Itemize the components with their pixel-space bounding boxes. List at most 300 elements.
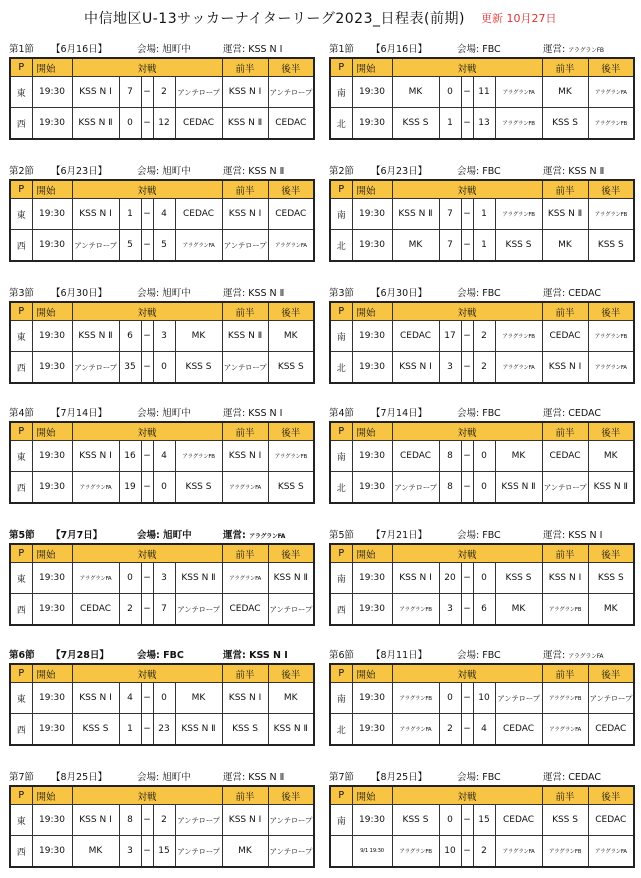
venue [137, 769, 191, 783]
home-team: アラグランFB [392, 836, 439, 868]
start-time: 19:30 [32, 108, 72, 140]
table-row [10, 472, 314, 504]
pitch: 西 [330, 594, 352, 626]
match-date: 【7月28日】 [51, 650, 109, 661]
pitch: 南 [330, 683, 352, 714]
section-label: 第7節 [9, 772, 35, 783]
operator [543, 405, 601, 419]
score-separator: − [141, 563, 153, 594]
section-label: 第6節 [9, 650, 35, 661]
away-team: MK [495, 441, 542, 472]
second-half-referee: アンテロープ [268, 77, 314, 108]
venue-name: FBC [482, 530, 501, 541]
pitch: 北 [330, 108, 352, 140]
start-time: 19:30 [352, 594, 392, 626]
table-row [330, 714, 634, 746]
away-score: 0 [473, 563, 495, 594]
match-block [329, 162, 633, 266]
table-row [330, 683, 634, 714]
table-row [330, 563, 634, 594]
second-half-referee: MK [268, 683, 314, 714]
away-team: アンテロープ [175, 836, 222, 868]
venue-name: FBC [482, 288, 501, 299]
second-half-referee: CEDAC [268, 199, 314, 230]
score-separator: − [141, 321, 153, 352]
score-separator: − [141, 230, 153, 262]
venue-name: 旭町中 [162, 44, 191, 55]
section-label: 第1節 [9, 44, 35, 55]
score-separator: − [141, 352, 153, 384]
second-half-referee: KSS N Ⅱ [268, 563, 314, 594]
table-header-row [330, 302, 634, 321]
venue-name: 旭町中 [162, 408, 191, 419]
score-separator: − [141, 199, 153, 230]
table-row [330, 108, 634, 140]
venue-prefix: 会場: [137, 408, 160, 419]
table-row [330, 472, 634, 504]
first-half-referee: MK [542, 77, 588, 108]
start-time: 19:30 [32, 683, 72, 714]
operator-name: KSS N Ⅱ [248, 288, 285, 299]
match-block [9, 284, 313, 388]
first-half-referee: CEDAC [542, 441, 588, 472]
pitch: 東 [10, 199, 32, 230]
col-second-half: 後半 [588, 664, 634, 683]
second-half-referee: アラグランFA [588, 77, 634, 108]
score-separator: − [461, 321, 473, 352]
pitch: 東 [10, 441, 32, 472]
start-time: 19:30 [32, 199, 72, 230]
match-block [329, 40, 633, 144]
score-separator: − [461, 230, 473, 262]
table-row [330, 594, 634, 626]
operator [543, 285, 601, 299]
match-date: 【8月11日】 [371, 650, 428, 661]
venue [457, 285, 501, 299]
pitch: 北 [330, 472, 352, 504]
table-row [10, 230, 314, 262]
second-half-referee: アラグランFA [268, 230, 314, 262]
home-score: 16 [119, 441, 141, 472]
match-table [329, 785, 635, 868]
away-score: 11 [473, 77, 495, 108]
col-match: 対戦 [392, 58, 542, 77]
home-team: KSS S [392, 108, 439, 140]
home-team: KSS N Ⅱ [72, 108, 119, 140]
second-half-referee: CEDAC [268, 108, 314, 140]
home-team: KSS N Ⅰ [72, 199, 119, 230]
operator-prefix: 運営: [223, 166, 246, 177]
pitch: 南 [330, 321, 352, 352]
match-table [9, 301, 315, 384]
away-team: アラグランFB [495, 199, 542, 230]
col-start: 開始 [352, 664, 392, 683]
col-match: 対戦 [392, 180, 542, 199]
match-date: 【7月21日】 [371, 530, 428, 541]
away-score: 0 [473, 472, 495, 504]
operator-name: KSS N Ⅰ [568, 530, 603, 541]
home-score: 2 [439, 714, 461, 746]
match-date: 【8月25日】 [51, 772, 108, 783]
score-separator: − [141, 77, 153, 108]
venue-prefix: 会場: [457, 530, 480, 541]
match-table [9, 663, 315, 746]
home-score: 5 [119, 230, 141, 262]
match-date: 【6月30日】 [371, 288, 428, 299]
home-score: 3 [119, 836, 141, 868]
match-date: 【8月25日】 [371, 772, 428, 783]
operator-name: KSS N Ⅰ [248, 408, 283, 419]
operator [223, 41, 282, 55]
operator-prefix: 運営: [543, 44, 566, 55]
operator-name: KSS N Ⅱ [248, 166, 285, 177]
venue-prefix: 会場: [137, 166, 160, 177]
col-p: P [330, 422, 352, 441]
away-score: 13 [473, 108, 495, 140]
first-half-referee: KSS S [222, 714, 268, 746]
home-team: MK [392, 230, 439, 262]
home-score: 35 [119, 352, 141, 384]
col-start: 開始 [32, 544, 72, 563]
match-date: 【7月7日】 [51, 530, 103, 541]
table-header-row [330, 664, 634, 683]
home-score: 1 [119, 714, 141, 746]
table-row [10, 805, 314, 836]
venue-prefix: 会場: [457, 772, 480, 783]
col-start: 開始 [352, 544, 392, 563]
table-header-row [10, 302, 314, 321]
pitch: 東 [10, 563, 32, 594]
operator-prefix: 運営: [223, 408, 246, 419]
col-start: 開始 [32, 664, 72, 683]
match-date: 【6月30日】 [51, 288, 108, 299]
home-score: 4 [119, 683, 141, 714]
col-match: 対戦 [72, 302, 222, 321]
col-second-half: 後半 [268, 302, 314, 321]
second-half-referee: MK [268, 321, 314, 352]
operator [223, 405, 282, 419]
operator-name: CEDAC [568, 772, 601, 783]
table-row [10, 352, 314, 384]
table-row [330, 230, 634, 262]
away-team: アラグランFB [175, 441, 222, 472]
block-header [329, 162, 633, 178]
venue-prefix: 会場: [137, 44, 160, 55]
away-score: 23 [153, 714, 175, 746]
away-team: CEDAC [495, 714, 542, 746]
table-row [10, 199, 314, 230]
home-team: アラグランFB [392, 683, 439, 714]
start-time: 19:30 [352, 563, 392, 594]
start-time: 19:30 [352, 352, 392, 384]
score-separator: − [461, 594, 473, 626]
start-time: 19:30 [352, 230, 392, 262]
pitch: 南 [330, 805, 352, 836]
match-table [9, 179, 315, 262]
away-score: 4 [153, 199, 175, 230]
away-team: CEDAC [175, 199, 222, 230]
home-team: KSS N Ⅱ [392, 199, 439, 230]
home-score: 0 [119, 563, 141, 594]
pitch: 西 [10, 108, 32, 140]
block-header [9, 40, 313, 56]
second-half-referee: KSS S [268, 352, 314, 384]
block-header [329, 526, 633, 542]
score-separator: − [141, 683, 153, 714]
second-half-referee: アラグランFB [588, 108, 634, 140]
section-label: 第5節 [329, 530, 355, 541]
venue-name: FBC [482, 650, 501, 661]
col-p: P [330, 786, 352, 805]
home-team: アラグランFB [392, 594, 439, 626]
col-second-half: 後半 [268, 664, 314, 683]
first-half-referee: KSS N Ⅰ [222, 441, 268, 472]
venue-prefix: 会場: [457, 408, 480, 419]
start-time: 19:30 [352, 321, 392, 352]
venue [457, 163, 501, 177]
venue-prefix: 会場: [137, 650, 160, 661]
home-score: 7 [439, 230, 461, 262]
col-match: 対戦 [72, 786, 222, 805]
venue-prefix: 会場: [457, 288, 480, 299]
start-time: 19:30 [352, 472, 392, 504]
away-score: 2 [153, 805, 175, 836]
col-start: 開始 [352, 422, 392, 441]
table-header-row [10, 58, 314, 77]
table-header-row [10, 422, 314, 441]
col-p: P [10, 180, 32, 199]
section-label: 第3節 [9, 288, 35, 299]
first-half-referee: アラグランFA [542, 714, 588, 746]
start-time: 19:30 [32, 472, 72, 504]
col-match: 対戦 [72, 58, 222, 77]
first-half-referee: KSS N Ⅰ [222, 805, 268, 836]
venue-name: FBC [482, 44, 501, 55]
venue [457, 647, 501, 661]
home-team: CEDAC [392, 321, 439, 352]
col-first-half: 前半 [222, 422, 268, 441]
col-first-half: 前半 [542, 664, 588, 683]
pitch: 西 [10, 472, 32, 504]
col-second-half: 後半 [268, 58, 314, 77]
match-block [329, 284, 633, 388]
away-team: MK [495, 594, 542, 626]
away-score: 4 [473, 714, 495, 746]
operator-prefix: 運営: [543, 530, 566, 541]
first-half-referee: アンテロープ [542, 472, 588, 504]
second-half-referee: アラグランFA [588, 352, 634, 384]
operator [223, 163, 284, 177]
col-p: P [330, 180, 352, 199]
col-start: 開始 [32, 786, 72, 805]
block-header [9, 768, 313, 784]
score-separator: − [461, 805, 473, 836]
venue-name: FBC [482, 166, 501, 177]
col-match: 対戦 [392, 302, 542, 321]
col-match: 対戦 [392, 664, 542, 683]
second-half-referee: アンテロープ [268, 805, 314, 836]
operator-prefix: 運営: [543, 166, 566, 177]
away-team: アラグランFA [495, 77, 542, 108]
home-team: アンテロープ [72, 352, 119, 384]
match-date: 【6月16日】 [371, 44, 428, 55]
second-half-referee: MK [588, 441, 634, 472]
section-label: 第4節 [329, 408, 355, 419]
away-team: アンテロープ [175, 77, 222, 108]
block-header [329, 768, 633, 784]
operator-name: KSS N Ⅱ [568, 166, 605, 177]
start-time: 19:30 [32, 563, 72, 594]
start-time: 19:30 [352, 683, 392, 714]
col-first-half: 前半 [222, 180, 268, 199]
venue-prefix: 会場: [457, 166, 480, 177]
section-label: 第6節 [329, 650, 355, 661]
block-header [9, 526, 313, 542]
away-score: 1 [473, 199, 495, 230]
away-score: 12 [153, 108, 175, 140]
second-half-referee: アンテロープ [588, 683, 634, 714]
section-label: 第2節 [9, 166, 35, 177]
second-half-referee: アラグランFB [588, 321, 634, 352]
table-header-row [10, 180, 314, 199]
first-half-referee: KSS N Ⅰ [222, 199, 268, 230]
match-date: 【7月14日】 [51, 408, 108, 419]
away-team: KSS S [175, 472, 222, 504]
away-score: 0 [153, 472, 175, 504]
home-team: KSS N Ⅰ [72, 805, 119, 836]
away-team: アラグランFA [495, 836, 542, 868]
col-p: P [330, 544, 352, 563]
operator-name: KSS N Ⅰ [248, 44, 283, 55]
home-score: 17 [439, 321, 461, 352]
operator [223, 647, 288, 661]
match-block [9, 646, 313, 750]
col-second-half: 後半 [588, 180, 634, 199]
table-row [10, 683, 314, 714]
home-team: KSS N Ⅱ [72, 321, 119, 352]
second-half-referee: KSS N Ⅱ [588, 472, 634, 504]
col-second-half: 後半 [588, 422, 634, 441]
table-row [330, 321, 634, 352]
table-row [10, 77, 314, 108]
away-team: アンテロープ [495, 683, 542, 714]
operator-prefix: 運営: [543, 408, 566, 419]
second-half-referee: アラグランFA [588, 836, 634, 868]
away-team: アラグランFB [495, 321, 542, 352]
operator-prefix: 運営: [543, 772, 566, 783]
table-header-row [330, 180, 634, 199]
away-score: 3 [153, 321, 175, 352]
pitch: 南 [330, 563, 352, 594]
venue-name: FBC [163, 650, 184, 661]
venue-name: 旭町中 [162, 772, 191, 783]
match-date: 【6月16日】 [51, 44, 108, 55]
block-header [9, 646, 313, 662]
first-half-referee: アラグランFB [542, 594, 588, 626]
home-score: 0 [119, 108, 141, 140]
away-team: アンテロープ [175, 805, 222, 836]
table-row [10, 441, 314, 472]
pitch: 北 [330, 352, 352, 384]
home-score: 6 [119, 321, 141, 352]
venue-name: FBC [482, 408, 501, 419]
home-score: 0 [439, 683, 461, 714]
operator [543, 527, 602, 541]
table-row [10, 836, 314, 868]
col-first-half: 前半 [222, 786, 268, 805]
home-team: アンテロープ [392, 472, 439, 504]
start-time: 19:30 [32, 230, 72, 262]
away-score: 15 [153, 836, 175, 868]
col-first-half: 前半 [542, 180, 588, 199]
table-header-row [330, 544, 634, 563]
score-separator: − [141, 805, 153, 836]
match-block [9, 768, 313, 872]
operator-name: CEDAC [568, 408, 601, 419]
home-team: アラグランFA [72, 563, 119, 594]
table-row [330, 836, 634, 868]
away-team: KSS S [495, 230, 542, 262]
match-block [9, 40, 313, 144]
home-score: 20 [439, 563, 461, 594]
col-start: 開始 [32, 422, 72, 441]
match-block [9, 526, 313, 630]
venue [137, 163, 191, 177]
match-table [9, 543, 315, 626]
score-separator: − [141, 472, 153, 504]
home-score: 3 [439, 352, 461, 384]
col-second-half: 後半 [268, 544, 314, 563]
operator [543, 769, 601, 783]
home-team: アンテロープ [72, 230, 119, 262]
operator-prefix: 運営: [223, 772, 246, 783]
col-start: 開始 [32, 58, 72, 77]
second-half-referee: アラグランFB [268, 441, 314, 472]
venue-prefix: 会場: [137, 530, 160, 541]
score-separator: − [461, 77, 473, 108]
away-team: KSS S [495, 563, 542, 594]
operator [223, 285, 284, 299]
operator-prefix: 運営: [543, 288, 566, 299]
match-table [329, 421, 635, 504]
pitch: 南 [330, 199, 352, 230]
col-second-half: 後半 [268, 180, 314, 199]
col-second-half: 後半 [588, 544, 634, 563]
home-score: 8 [119, 805, 141, 836]
away-team: KSS S [175, 352, 222, 384]
operator-prefix: 運営: [223, 288, 246, 299]
first-half-referee: KSS N Ⅰ [542, 563, 588, 594]
operator-name: アラグランFA [568, 653, 604, 660]
match-table [9, 57, 315, 140]
operator [543, 163, 604, 177]
col-first-half: 前半 [542, 786, 588, 805]
section-label: 第7節 [329, 772, 355, 783]
away-team: アンテロープ [175, 594, 222, 626]
venue [137, 647, 184, 661]
away-score: 1 [473, 230, 495, 262]
home-team: CEDAC [72, 594, 119, 626]
match-table [9, 421, 315, 504]
match-table [329, 543, 635, 626]
update-date: 更新 10月27日 [481, 12, 557, 25]
page-title: 中信地区U-13サッカーナイターリーグ2023_日程表(前期) [84, 11, 465, 27]
col-second-half: 後半 [268, 422, 314, 441]
table-row [330, 805, 634, 836]
start-time: 19:30 [32, 321, 72, 352]
match-block [329, 526, 633, 630]
col-start: 開始 [32, 180, 72, 199]
